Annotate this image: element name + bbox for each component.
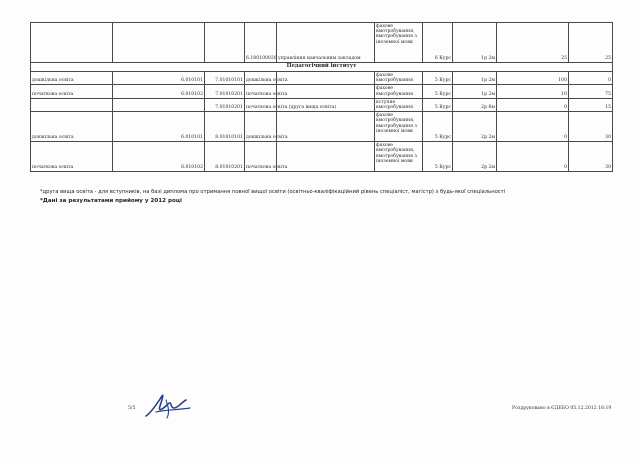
col-speciality: дошкільна освіта — [31, 72, 113, 85]
col-course: 6 Курс — [423, 23, 453, 63]
col-exams: вступне вмотробування — [375, 98, 423, 111]
col-bachelor-code: 6.010102 — [113, 142, 205, 172]
col-exams: фахове вмотробування — [375, 72, 423, 85]
col-speciality — [31, 23, 113, 63]
col-contract: 0 — [569, 72, 613, 85]
col-budget: 10 — [497, 85, 569, 98]
col-speciality: дошкільна освіта — [31, 112, 113, 142]
col-specialty-name: управління навчальним закладом — [277, 23, 375, 63]
col-budget: 25 — [497, 23, 569, 63]
col-exams: фахове вмотробування — [375, 85, 423, 98]
col-bachelor-code: 6.010101 — [113, 72, 205, 85]
col-term: 1р 2м — [453, 23, 497, 63]
col-budget: 100 — [497, 72, 569, 85]
table-row — [31, 85, 613, 98]
col-bachelor-code — [113, 98, 205, 111]
col-bachelor-code: 6.010102 — [113, 85, 205, 98]
footnote-admission-year: *Дані за результатами прийому у 2012 році — [40, 198, 182, 204]
col-specialty-code: 6.180100020 — [245, 23, 277, 63]
signature-image — [140, 390, 198, 422]
col-code: 7.01010201 — [205, 85, 245, 98]
table-row — [31, 72, 613, 85]
col-specialty-code: початкова освіта — [245, 142, 277, 172]
col-contract: 30 — [569, 142, 613, 172]
col-term: 2р 2м — [453, 112, 497, 142]
table-row — [31, 98, 613, 111]
col-exams: фахове вмотробування, вмотробування з іноземної мови — [375, 112, 423, 142]
col-term: 1р 2м — [453, 85, 497, 98]
col-term: 1р 2м — [453, 72, 497, 85]
col-specialty-code: дошкільна освіта — [245, 72, 277, 85]
col-code: 7.01010101 — [205, 72, 245, 85]
col-course: 5 Курс — [423, 112, 453, 142]
col-specialty-code: початкова освіта (друга вища освіта) — [245, 98, 277, 111]
col-speciality — [31, 98, 113, 111]
col-speciality: початкова освіта — [31, 142, 113, 172]
col-specialty-name — [277, 72, 375, 85]
page-number: 5/5 — [128, 406, 136, 411]
col-term: 2р 2м — [453, 142, 497, 172]
col-budget: 0 — [497, 112, 569, 142]
col-course: 5 Курс — [423, 85, 453, 98]
section-row — [31, 63, 613, 72]
col-course: 5 Курс — [423, 98, 453, 111]
col-code: 8.01010101 — [205, 112, 245, 142]
col-specialty-name — [277, 142, 375, 172]
section-title: Педагогічний інститут — [31, 63, 613, 72]
col-budget: 0 — [497, 98, 569, 111]
col-course: 5 Курс — [423, 72, 453, 85]
col-contract: 15 — [569, 98, 613, 111]
col-bachelor-code: 6.010101 — [113, 112, 205, 142]
table-row — [31, 112, 613, 142]
admissions-table — [30, 22, 613, 172]
col-bachelor-code — [113, 23, 205, 63]
col-contract: 75 — [569, 85, 613, 98]
col-specialty-name — [277, 112, 375, 142]
col-speciality: початкова освіта — [31, 85, 113, 98]
col-exams: фахове вмотробування, вмотробування з іноземної мови — [375, 142, 423, 172]
col-specialty-code: дошкільна освіта — [245, 112, 277, 142]
col-contract: 30 — [569, 112, 613, 142]
col-code: 7.01010201 — [205, 98, 245, 111]
col-specialty-code: початкова освіта — [245, 85, 277, 98]
col-budget: 0 — [497, 142, 569, 172]
col-contract: 25 — [569, 23, 613, 63]
col-exams: фахове вмотробування, вмотробування з іноземної мови — [375, 23, 423, 63]
col-specialty-name — [277, 85, 375, 98]
footnote-second-degree: *друга вища освіта - для вступників, на базі диплома про отримання повної вищої освіти (освітньо-кваліфікаційний рівень спеціаліст, магістр) з будь-якої спеціальності — [40, 189, 506, 195]
col-code — [205, 23, 245, 63]
table-body — [31, 23, 613, 172]
table-row — [31, 142, 613, 172]
col-course: 5 Курс — [423, 142, 453, 172]
col-code: 8.01010201 — [205, 142, 245, 172]
printed-timestamp: Роздруковано в ЄДЕБО 05.12.2012 16:19 — [512, 406, 612, 411]
col-term: 2р 6м — [453, 98, 497, 111]
table-row — [31, 23, 613, 63]
